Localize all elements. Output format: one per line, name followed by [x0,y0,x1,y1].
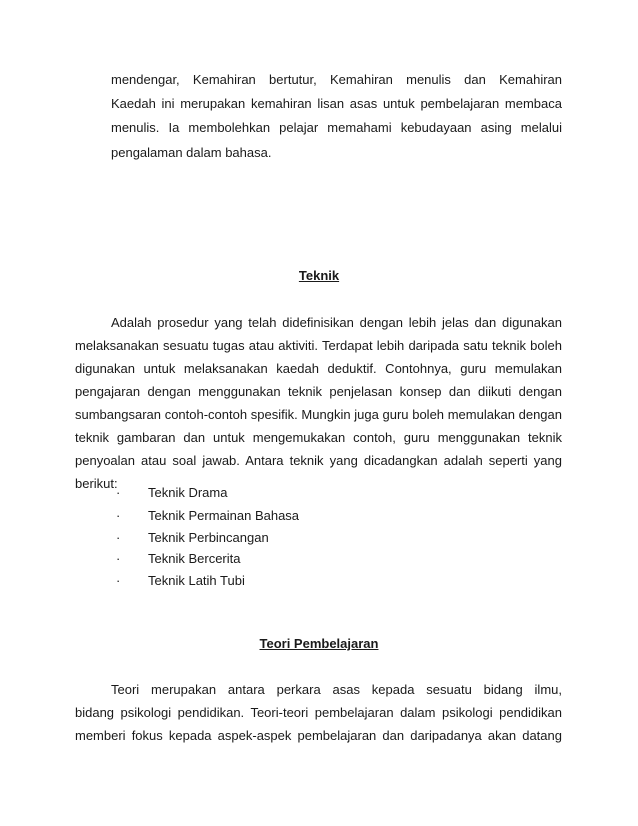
intro-line-1: mendengar, Kemahiran bertutur, Kemahiran menulis dan Kemahiran [111,72,562,87]
bullet-marker: · [116,485,121,500]
bullet-marker: · [116,551,121,566]
section-heading-teknik: Teknik [298,268,340,283]
teknik-line-2: melaksanakan sesuatu tugas atau aktiviti. Terdapat lebih daripada satu teknik boleh [75,338,562,353]
teknik-line-5: sumbangsaran contoh-contoh spesifik. Mungkin juga guru boleh memulakan dengan [75,407,562,422]
list-item-label: Teknik Bercerita [148,551,241,566]
teknik-line-8: berikut: [75,476,118,491]
list-item-label: Teknik Drama [148,485,228,500]
teori-line-3: memberi fokus kepada aspek-aspek pembelajaran dan daripadanya akan datang [75,728,562,743]
bullet-marker: · [116,508,121,523]
bullet-marker: · [116,530,121,545]
intro-line-4: pengalaman dalam bahasa. [111,145,272,160]
teknik-line-4: pengajaran dengan menggunakan teknik penjelasan konsep dan diikuti dengan [75,384,562,399]
teknik-line-3: digunakan untuk melaksanakan kaedah deduktif. Contohnya, guru memulakan [75,361,562,376]
bullet-marker: · [116,573,121,588]
teori-line-1: Teori merupakan antara perkara asas kepada sesuatu bidang ilmu, [111,682,562,697]
intro-line-3: menulis. Ia membolehkan pelajar memahami kebudayaan asing melalui [111,120,562,135]
list-item-label: Teknik Permainan Bahasa [148,508,300,523]
list-item-label: Teknik Perbincangan [148,530,269,545]
teknik-line-1: Adalah prosedur yang telah didefinisikan dengan lebih jelas dan digunakan [111,315,562,330]
teknik-line-6: teknik gambaran dan untuk mengemukakan contoh, guru menggunakan teknik [75,430,562,445]
teknik-line-7: penyoalan atau soal jawab. Antara teknik yang dicadangkan adalah seperti yang [75,453,562,468]
list-item-label: Teknik Latih Tubi [148,573,245,588]
section-heading-teori-pembelajaran: Teori Pembelajaran [259,636,379,651]
intro-line-2: Kaedah ini merupakan kemahiran lisan asas untuk pembelajaran membaca [111,96,562,111]
teori-line-2: bidang psikologi pendidikan. Teori-teori pembelajaran dalam psikologi pendidikan [75,705,562,720]
